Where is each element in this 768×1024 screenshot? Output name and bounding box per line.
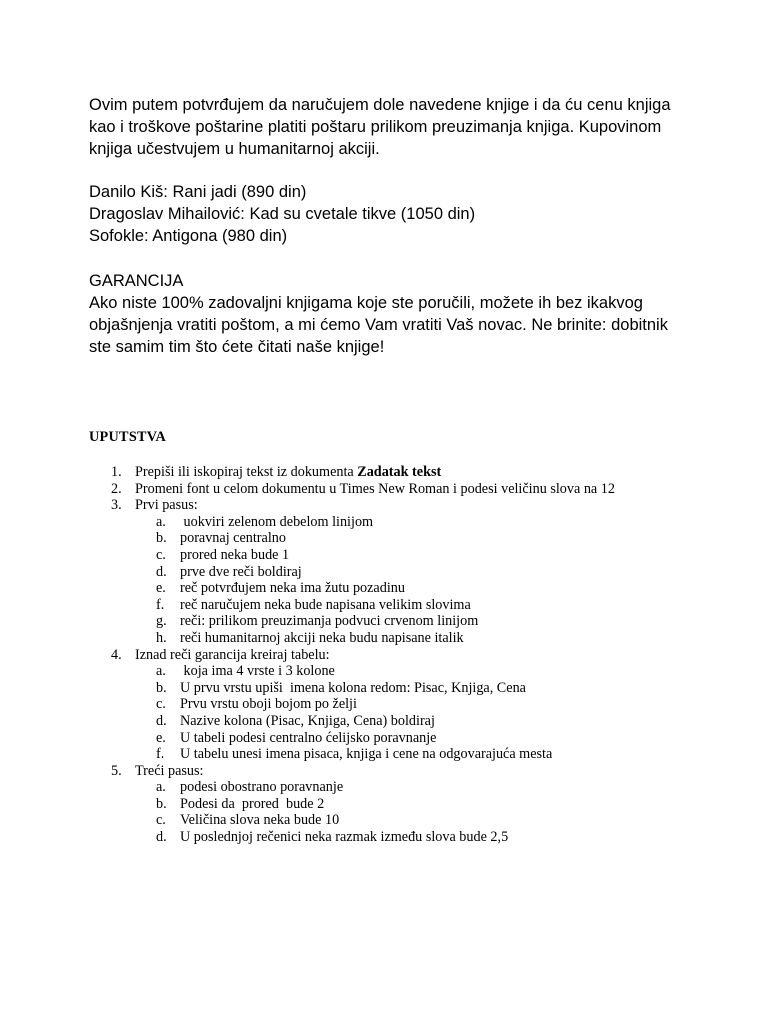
instruction-step	[89, 481, 729, 498]
sub-item	[89, 564, 729, 581]
sub-item	[89, 530, 729, 547]
sub-text: U tabeli podesi centralno ćelijsko poravnanje	[180, 729, 437, 746]
sub-item	[89, 713, 729, 730]
sub-letter: d.	[156, 829, 167, 846]
sub-letter: a.	[156, 779, 166, 796]
sub-item	[89, 514, 729, 531]
step-number: 5.	[111, 762, 122, 779]
sub-text: reči humanitarnoj akciji neka budu napisane italik	[180, 629, 464, 646]
instruction-step	[89, 497, 729, 514]
sub-list	[89, 514, 729, 647]
sub-letter: g.	[156, 613, 167, 630]
sub-letter: f.	[156, 596, 165, 613]
sub-item	[89, 730, 729, 747]
sub-item	[89, 696, 729, 713]
instruction-step	[89, 763, 729, 780]
sub-item	[89, 663, 729, 680]
step-number: 2.	[111, 480, 122, 497]
sub-list-wrapper	[89, 779, 729, 845]
intro-paragraph: Ovim putem potvrđujem da naručujem dole navedene knjige i da ću cenu knjiga kao i troškove poštarine platiti poštaru prilikom preuzimanja knjiga. Kupovinom knjiga učestvujem u humanitarnoj akciji.	[89, 96, 671, 158]
sub-item	[89, 812, 729, 829]
sub-item	[89, 580, 729, 597]
sub-letter: d.	[156, 563, 167, 580]
step-text: Prepiši ili iskopiraj tekst iz dokumenta	[135, 464, 358, 480]
sub-item	[89, 597, 729, 614]
book-item: Sofokle: Antigona (980 din)	[89, 227, 288, 245]
step-bold-text: Zadatak tekst	[357, 464, 442, 480]
sub-text: prve dve reči boldiraj	[180, 563, 302, 580]
sub-letter: f.	[156, 746, 165, 763]
sub-letter: a.	[156, 663, 166, 680]
sub-list-wrapper	[89, 514, 729, 647]
instructions-heading: UPUTSTVA	[89, 429, 167, 445]
sub-letter: b.	[156, 679, 167, 696]
sub-letter: b.	[156, 530, 167, 547]
sub-text: Podesi da prored bude 2	[180, 795, 325, 812]
sub-list-wrapper	[89, 663, 729, 763]
sub-letter: a.	[156, 513, 166, 530]
sub-letter: b.	[156, 795, 167, 812]
sub-item	[89, 779, 729, 796]
sub-item	[89, 613, 729, 630]
instruction-step	[89, 647, 729, 664]
step-text: Promeni font u celom dokumentu u Times New Roman i podesi veličinu slova na 12	[135, 480, 615, 497]
sub-text: poravnaj centralno	[180, 530, 286, 547]
sub-text: U prvu vrstu upiši imena kolona redom: Pisac, Knjiga, Cena	[180, 679, 526, 696]
book-item: Dragoslav Mihailović: Kad su cvetale tikve (1050 din)	[89, 205, 476, 223]
sub-letter: c.	[156, 546, 166, 563]
step-number: 4.	[111, 646, 122, 663]
instructions-list	[89, 464, 729, 846]
sub-text: reč potvrđujem neka ima žutu pozadinu	[180, 580, 405, 597]
sub-item	[89, 746, 729, 763]
step-text: Iznad reči garancija kreiraj tabelu:	[135, 646, 330, 663]
sub-text: Nazive kolona (Pisac, Knjiga, Cena) boldiraj	[180, 712, 435, 729]
sub-letter: h.	[156, 629, 167, 646]
sub-list	[89, 779, 729, 845]
sub-item	[89, 630, 729, 647]
step-number: 1.	[111, 464, 122, 480]
sub-text: Prvu vrstu oboji bojom po želji	[180, 696, 357, 713]
guarantee-heading: GARANCIJA	[89, 272, 184, 290]
sub-letter: d.	[156, 712, 167, 729]
sub-text: reči: prilikom preuzimanja podvuci crvenom linijom	[180, 613, 479, 630]
sub-letter: c.	[156, 696, 166, 713]
sub-text: U poslednjoj rečenici neka razmak između slova bude 2,5	[180, 829, 509, 846]
sub-item	[89, 829, 729, 846]
book-list	[89, 181, 475, 247]
sub-item	[89, 680, 729, 697]
sub-text: prored neka bude 1	[180, 546, 290, 563]
sub-text: Veličina slova neka bude 10	[180, 812, 340, 829]
sub-item	[89, 547, 729, 564]
sub-text: koja ima 4 vrste i 3 kolone	[180, 663, 335, 680]
sub-text: uokviri zelenom debelom linijom	[180, 513, 374, 530]
step-number: 3.	[111, 497, 122, 514]
book-item: Danilo Kiš: Rani jadi (890 din)	[89, 183, 307, 201]
sub-list	[89, 663, 729, 763]
sub-text: U tabelu unesi imena pisaca, knjiga i cene na odgovarajuća mesta	[180, 746, 553, 763]
sub-text: reč naručujem neka bude napisana velikim slovima	[180, 596, 471, 613]
sub-item	[89, 796, 729, 813]
step-text: Treći pasus:	[135, 762, 204, 779]
guarantee-paragraph: Ako niste 100% zadovaljni knjigama koje ste poručili, možete ih bez ikakvog objašnjenja vratiti poštom, a mi ćemo Vam vratiti Vaš novac. Ne brinite: dobitnik ste samim tim što ćete čitati naše knjige!	[89, 294, 668, 356]
step-text: Prvi pasus:	[135, 497, 198, 514]
instruction-step	[89, 464, 729, 481]
sub-text: podesi obostrano poravnanje	[180, 779, 344, 796]
sub-letter: e.	[156, 729, 166, 746]
sub-letter: c.	[156, 812, 166, 829]
sub-letter: e.	[156, 580, 166, 597]
